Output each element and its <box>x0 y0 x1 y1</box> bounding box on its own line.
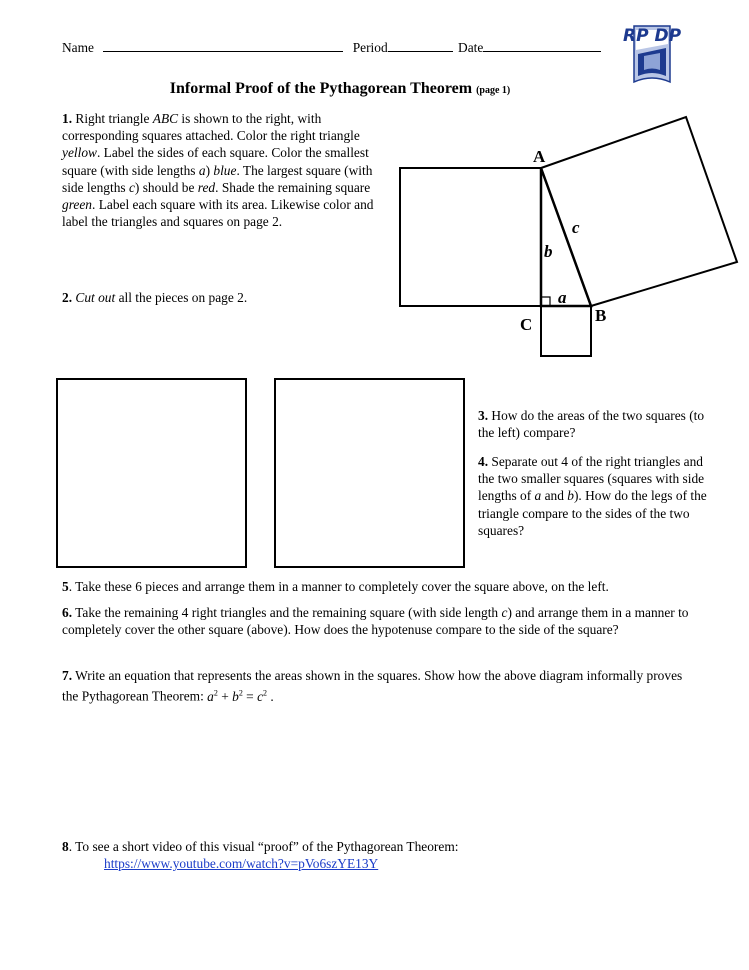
date-label: Date <box>458 40 484 55</box>
q6-number: 6. <box>62 605 73 620</box>
title-main: Informal Proof of the Pythagorean Theorem <box>169 80 473 97</box>
q1-yellow: yellow <box>62 145 97 161</box>
label-C: C <box>520 315 533 334</box>
label-a: a <box>558 288 567 307</box>
eq-a: a <box>207 688 214 704</box>
period-label: Period <box>352 40 388 55</box>
eq-plus: + <box>217 688 233 704</box>
q1-text: . The largest square (with side lengths <box>62 162 373 195</box>
q1-text: . Label each square with its area. Likewise color and label the triangles and squares on page 2. <box>62 197 374 230</box>
q5-text: . Take these 6 pieces and arrange them in a manner to completely cover the square above, on the left. <box>68 579 609 594</box>
q1-text: . Shade the remaining square <box>215 179 371 195</box>
q4-b: b <box>567 488 574 504</box>
q1-text: is shown to the right, with corresponding squares attached. Color the right triangle <box>62 111 360 144</box>
date-field[interactable] <box>483 39 601 52</box>
question-2 <box>62 289 247 306</box>
square-b <box>400 168 541 306</box>
rpdp-logo-icon <box>622 24 682 86</box>
q3-number: 3. <box>478 408 489 423</box>
video-link[interactable]: https://www.youtube.com/watch?v=pVo6szYE13Y <box>104 856 379 872</box>
q7-text: Write an equation that represents the areas shown in the squares. Show how the above diagram informally proves the Pythagorean Theorem: <box>62 668 683 704</box>
question-8 <box>62 838 692 872</box>
q1-green: green <box>62 197 92 213</box>
square-c <box>541 117 737 306</box>
label-B: B <box>595 306 607 325</box>
eq-c: c <box>257 688 264 704</box>
q2-cut: Cut out <box>75 290 116 305</box>
q6-c: c <box>501 605 508 620</box>
q4-a: a <box>534 488 542 504</box>
q1-a: a <box>198 162 206 178</box>
q8-number: 8 <box>62 839 69 854</box>
label-A: A <box>533 147 546 166</box>
name-label: Name <box>62 40 94 55</box>
q4-text: ). How do the legs of the triangle compare to the sides of the two squares? <box>478 488 707 538</box>
q1-text: ) <box>205 162 214 178</box>
eq-exp: 2 <box>263 688 268 698</box>
q6-text: ) and arrange them in a manner to completely cover the other square (above). How does the hypotenuse compare to the side of the square? <box>62 605 689 638</box>
q3-text: How do the areas of the two squares (to the left) compare? <box>478 408 705 441</box>
cover-square-right <box>274 378 465 568</box>
q1-abc: ABC <box>152 111 179 126</box>
q8-text: . To see a short video of this visual “proof” of the Pythagorean Theorem: <box>68 839 459 854</box>
q1-c: c <box>128 179 135 195</box>
eq-end: . <box>267 688 274 704</box>
q1-text: . Label the sides of each square. Color the smallest square (with side lengths <box>62 145 369 178</box>
eq-b: b <box>232 688 239 704</box>
question-4 <box>478 453 710 539</box>
title-page: (page 1) <box>476 85 511 96</box>
q4-number: 4. <box>478 454 489 469</box>
q4-text: Separate out 4 of the right triangles and the two smaller squares (squares with side lengths of <box>478 454 705 504</box>
eq-exp: 2 <box>238 688 243 698</box>
q1-text: ) should be <box>134 179 198 195</box>
pythagorean-diagram <box>395 110 740 360</box>
q6-text: Take the remaining 4 right triangles and the remaining square (with side length <box>72 605 502 620</box>
square-a <box>541 306 591 356</box>
question-6 <box>62 604 692 638</box>
label-b: b <box>544 242 553 261</box>
question-7 <box>62 667 692 705</box>
question-5 <box>62 578 692 595</box>
question-1 <box>62 110 392 230</box>
question-3 <box>478 407 710 441</box>
q1-number: 1. <box>62 111 73 126</box>
q2-text: all the pieces on page 2. <box>115 290 248 305</box>
page-title <box>0 80 680 98</box>
q2-number: 2. <box>62 290 73 305</box>
logo-text: RP DP <box>622 26 682 46</box>
q1-red: red <box>197 179 216 195</box>
q4-text: and <box>541 488 568 504</box>
header-line <box>62 39 601 56</box>
cover-square-left <box>56 378 247 568</box>
right-triangle-abc <box>541 168 591 306</box>
q5-number: 5 <box>62 579 69 594</box>
q7-number: 7. <box>62 668 73 683</box>
pythagorean-equation <box>207 689 274 704</box>
eq-exp: 2 <box>213 688 218 698</box>
name-field[interactable] <box>103 39 343 52</box>
label-c: c <box>572 218 580 237</box>
right-angle-mark <box>541 297 550 306</box>
period-field[interactable] <box>388 39 453 52</box>
q1-text: Right triangle <box>72 111 153 126</box>
eq-equals: = <box>242 688 258 704</box>
q1-blue: blue <box>213 162 237 178</box>
